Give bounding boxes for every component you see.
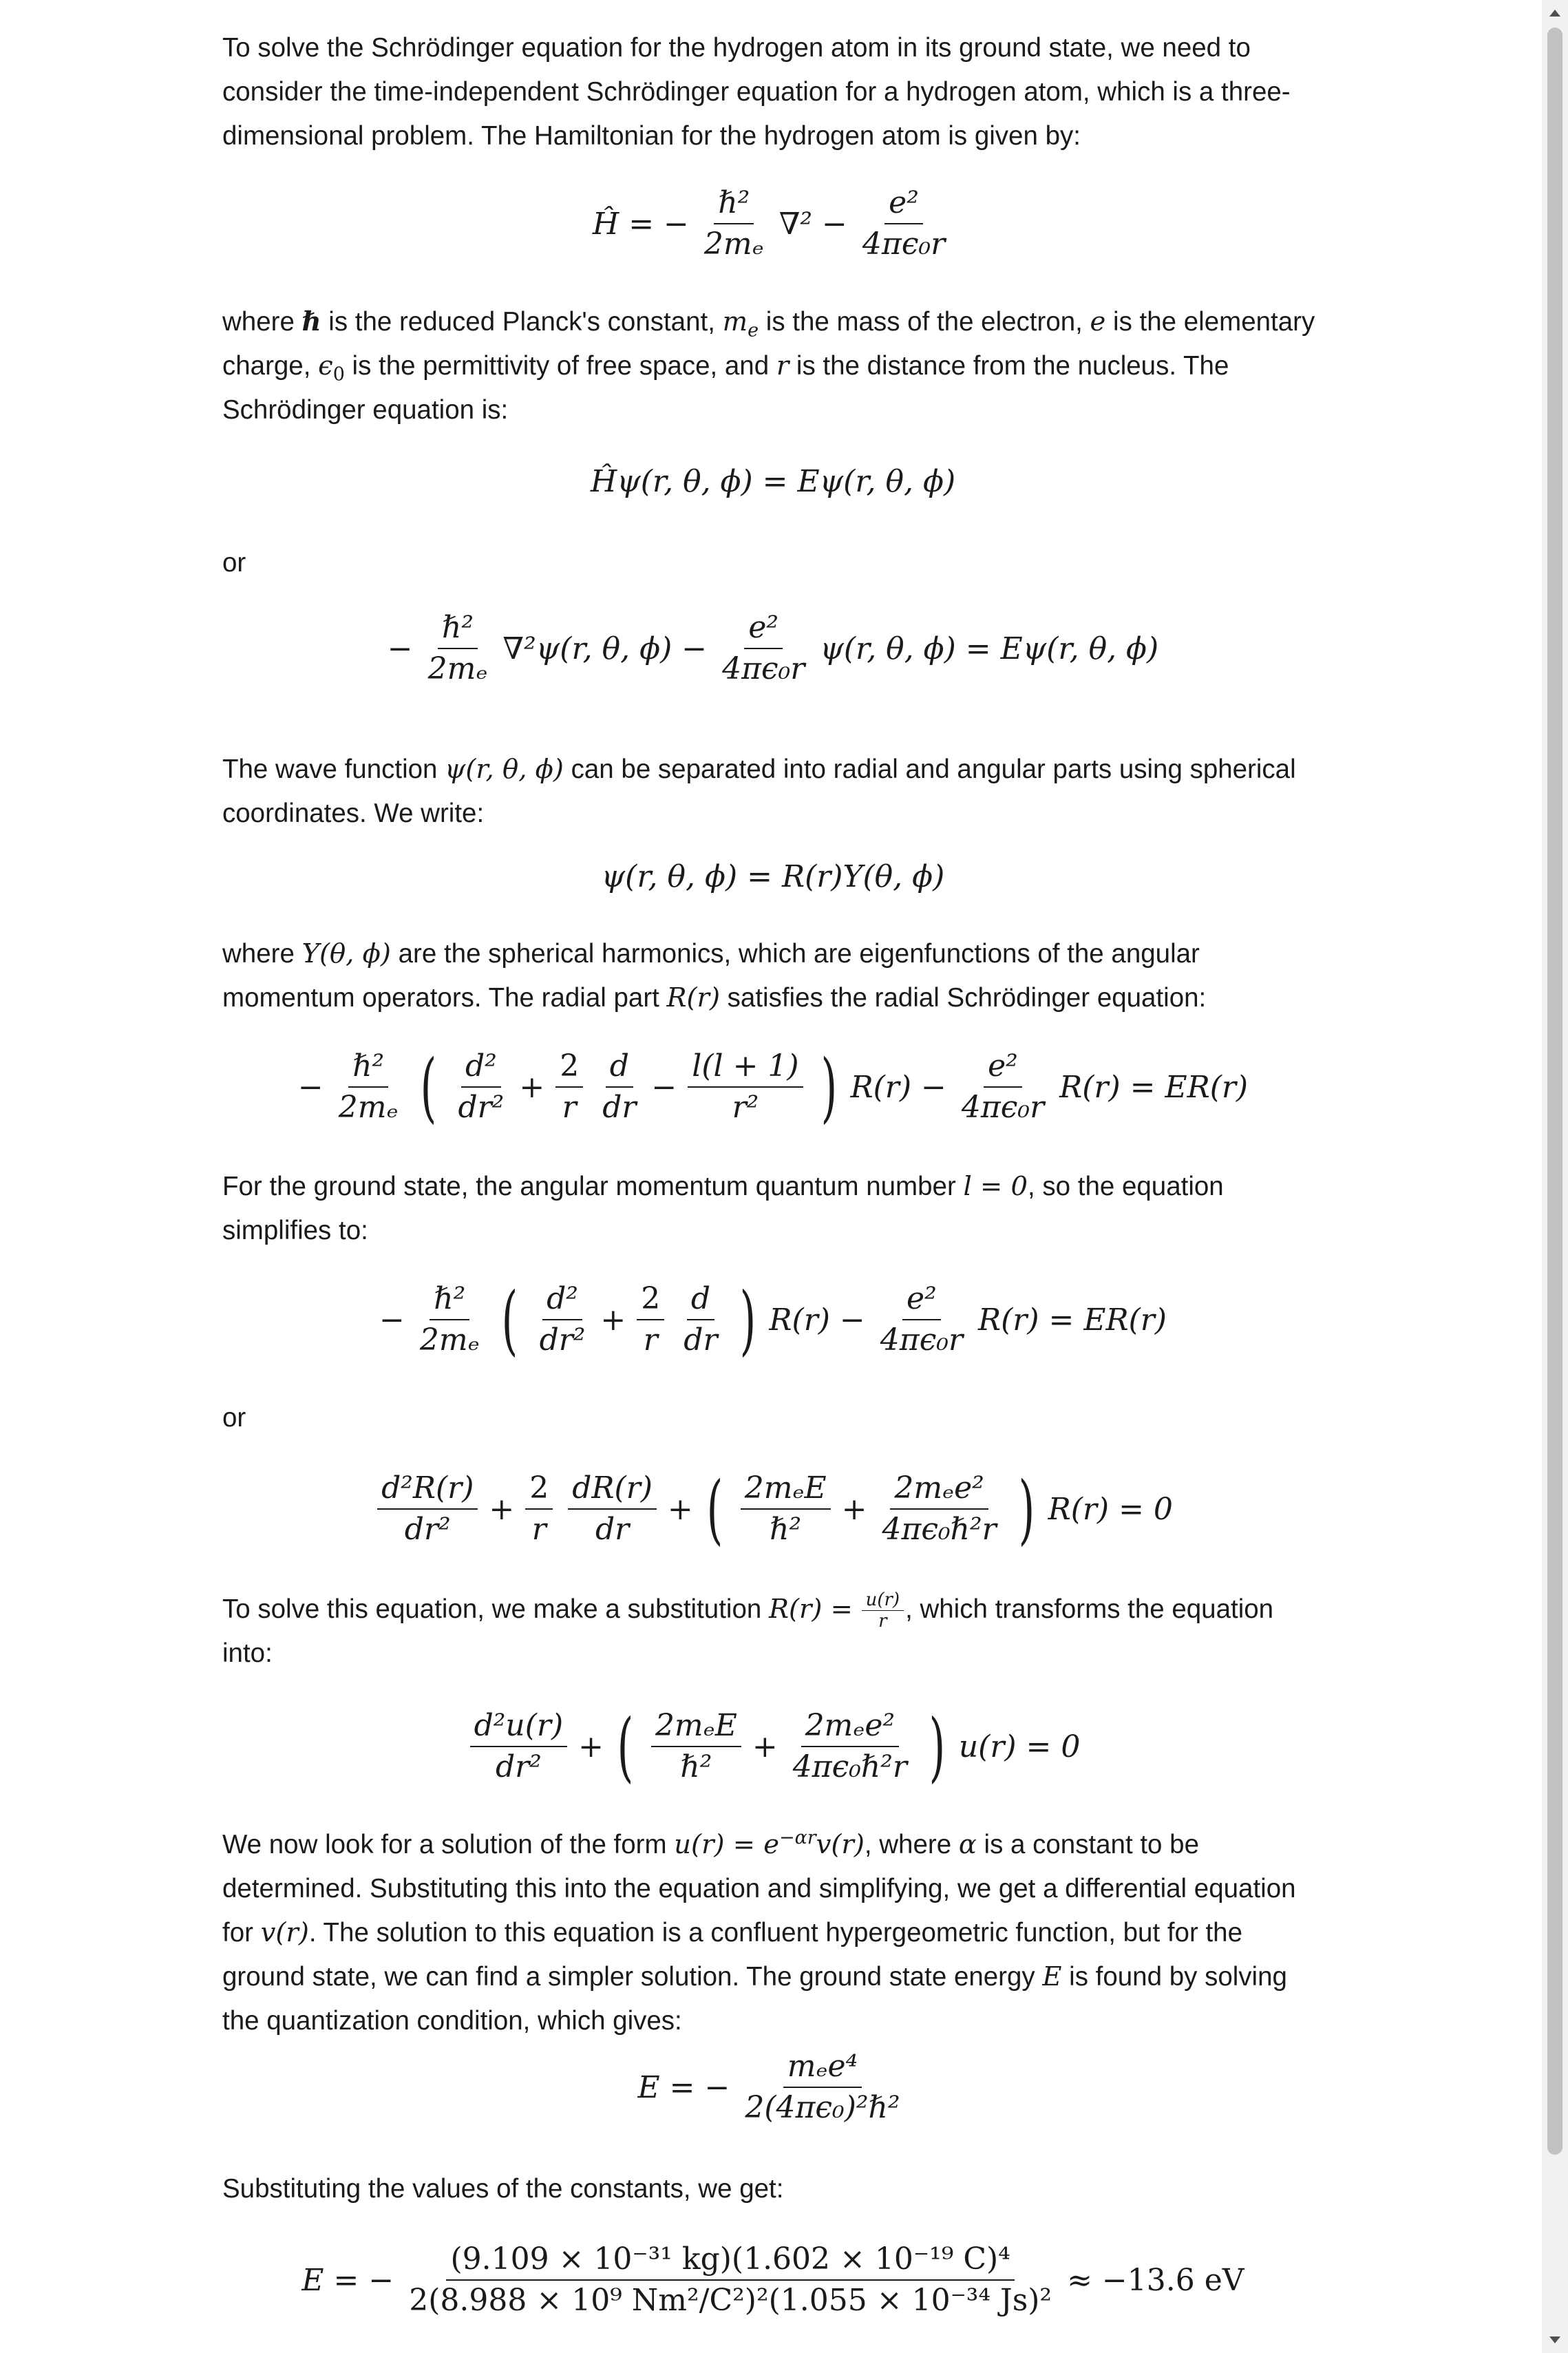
eq5-frac5-den: r² (732, 1090, 759, 1125)
eq7-frac5-den: 4πϵ₀ℏ²r (882, 1512, 997, 1547)
or-1-text: or (222, 548, 246, 578)
eq7-plus3: + (841, 1491, 867, 1527)
eq7-tail: R(r) = 0 (1048, 1491, 1173, 1527)
eq6-frac5-den: 4πϵ₀r (880, 1322, 964, 1358)
eq5-frac6-num: e² (984, 1046, 1022, 1088)
p4-text-a: The wave function (222, 755, 445, 784)
p9-v: v(r) (816, 1829, 865, 1860)
eq7-frac1-num: d²R(r) (377, 1468, 478, 1510)
eq5-frac1-num: ℏ² (348, 1046, 388, 1088)
p8-text-b: , which transforms the equation into: (222, 1594, 1274, 1669)
eq8-frac3-num: 2mₑe² (801, 1706, 899, 1747)
harmonics-paragraph (222, 932, 1324, 1020)
scroll-down-arrow-icon[interactable] (1549, 2336, 1560, 2343)
definitions-paragraph (222, 300, 1324, 432)
eq8-plus1: + (578, 1729, 604, 1764)
eq1-frac1-den: 2mₑ (703, 226, 764, 262)
eq5-frac3-den: r (562, 1090, 577, 1125)
eq1-frac2-num: e² (884, 183, 923, 224)
eq3-frac2-den: 4πϵ₀r (722, 651, 805, 686)
eq5-frac5-num: l(l + 1) (688, 1046, 803, 1088)
eq1-frac1-num: ℏ² (714, 183, 754, 224)
eq7-frac1-den: dr² (404, 1512, 451, 1547)
p5-Y: Y(θ, ϕ) (301, 938, 391, 969)
eq1-mid: ∇² − (778, 206, 847, 242)
p2-hbar: ℏ (301, 306, 321, 337)
eq8-tail: u(r) = 0 (958, 1729, 1081, 1764)
eq6-tail: R(r) = ER(r) (978, 1302, 1167, 1338)
eq7-frac2-num: 2 (525, 1468, 553, 1510)
eq5-frac4-den: dr (602, 1090, 637, 1125)
eq10-frac-den: 2(8.988 × 10⁹ Nm²/C²)²(1.055 × 10⁻³⁴ Js)² (409, 2283, 1052, 2318)
eq6-frac4-num: d (687, 1279, 714, 1320)
eq5-frac2-den: dr² (458, 1090, 505, 1125)
p2-me: m (722, 306, 748, 337)
eq1-frac2-den: 4πϵ₀r (862, 226, 946, 262)
eq7-plus2: + (667, 1491, 693, 1527)
p4-psi: ψ(r, θ, ϕ) (445, 754, 564, 785)
eq9-frac-num: mₑe⁴ (783, 2047, 862, 2088)
eq4-text: ψ(r, θ, ϕ) = R(r)Y(θ, ϕ) (601, 859, 945, 894)
p2-eps-sub: 0 (332, 363, 345, 386)
separation-paragraph (222, 748, 1324, 836)
solution-paragraph (222, 1823, 1324, 2043)
p6-text-a: For the ground state, the angular momentum quantum number (222, 1172, 964, 1201)
p9-E: E (1042, 1961, 1062, 1992)
eq5-plus: + (519, 1069, 545, 1105)
p9-vr: v(r) (260, 1917, 309, 1948)
p5-text-c: satisfies the radial Schrödinger equation: (719, 983, 1207, 1013)
schrodinger-equation (222, 464, 1324, 499)
eq7-frac4-den: ℏ² (770, 1512, 802, 1547)
intro-paragraph (222, 26, 1324, 158)
p9-alpha: α (958, 1829, 977, 1860)
eq10-lhs: E = − (301, 2262, 394, 2298)
ground-state-paragraph (222, 1165, 1324, 1253)
u-equation: $\frac{\text{d²u(r)}}{\text{dr²}}$ + ( $\frac{\text{2mₑE}}{\text{ℏ²}}$ + $\frac{\text{2mₑe²}}{\text{4πϵ₀ℏ²r}}$ ) u(r) = 0 (222, 1706, 1324, 1787)
p9-text-d: . The solution to this equation is a confluent hypergeometric function, but for the ground state, we can find a simpler solution. The ground state energy (222, 1918, 1243, 1992)
eq10-tail: ≈ −13.6 eV (1067, 2262, 1244, 2298)
eq7-frac4-num: 2mₑE (741, 1468, 831, 1510)
p4-text-b: can be separated into radial and angular parts using spherical coordinates. We write: (222, 755, 1296, 828)
eq6-frac1-den: 2mₑ (419, 1322, 480, 1358)
eq6-frac3-num: 2 (637, 1279, 664, 1320)
eq7-frac3-den: dr (595, 1512, 630, 1547)
scroll-up-arrow-icon[interactable] (1549, 10, 1560, 17)
p9-u: u(r) = e (674, 1829, 780, 1860)
p6-l: l = 0 (963, 1171, 1028, 1202)
eq5-lead: − (297, 1069, 324, 1105)
p9-text-c: is a constant to be determined. Substituting this into the equation and simplifying, we get a differential equation for (222, 1830, 1296, 1948)
eq8-frac1-den: dr² (495, 1749, 542, 1784)
eq6-mid: R(r) − (769, 1302, 865, 1338)
p6-text-b: , so the equation simplifies to: (222, 1172, 1224, 1245)
p5-text-a: where (222, 939, 302, 969)
p8-frac-num: u(r) (862, 1590, 904, 1611)
or-2-text: or (222, 1403, 246, 1433)
p2-eps: ϵ (318, 350, 333, 381)
p2-text-g: is the distance from the nucleus. The Schrödinger equation is: (222, 351, 1229, 425)
eq9-frac-den: 2(4πϵ₀)²ℏ² (745, 2090, 900, 2125)
eq8-frac1-num: d²u(r) (470, 1706, 568, 1747)
eq10-frac-num: (9.109 × 10⁻³¹ kg)(1.602 × 10⁻¹⁹ C)⁴ (446, 2239, 1014, 2281)
simplified-radial-equation: − $\frac{\text{ℏ²}}{\text{2mₑ}}$ ( $\frac{\text{d²}}{\text{dr²}}$ + $\frac{2}{r}$ $\frac{d}{dr}$ ) R(r) − $\frac{\text{e²}}{\text{4πϵ₀r}}$ R(r) = ER(r) (379, 1276, 1167, 1364)
eq6-frac3-den: r (643, 1322, 658, 1358)
eq5-frac3-num: 2 (555, 1046, 583, 1088)
p2-r: r (776, 350, 790, 381)
eq8-plus2: + (752, 1729, 778, 1764)
p2-text-b: is the reduced Planck's constant, (321, 307, 723, 337)
constants-paragraph (222, 2167, 1324, 2211)
eq3-frac1-den: 2mₑ (427, 651, 488, 686)
p2-me-sub: e (748, 319, 759, 341)
eq7-frac3-num: dR(r) (568, 1468, 657, 1510)
eq8-frac3-den: 4πϵ₀ℏ²r (792, 1749, 907, 1784)
hamiltonian-equation (222, 183, 1324, 264)
p2-text-f: is the permittivity of free space, and (344, 351, 776, 381)
eq6-lead: − (379, 1302, 405, 1338)
p2-text-c: is the mass of the electron, (759, 307, 1090, 337)
expanded-schrodinger-equation (222, 608, 1324, 689)
p5-text-b: are the spherical harmonics, which are eigenfunctions of the angular momentum operators. The radial part (222, 939, 1200, 1013)
eq9-lhs: E = − (637, 2069, 730, 2105)
p8-frac-den: r (878, 1611, 887, 1632)
eq6-frac4-den: dr (684, 1322, 718, 1358)
p2-e: e (1090, 306, 1106, 337)
radial-equation: − $\frac{\text{ℏ²}}{\text{2mₑ}}$ ( $\frac{\text{d²}}{\text{dr²}}$ + $\frac{2}{r}$ $\frac{d}{dr}$ − $\frac{l(l + 1)}{\text{r²}}$ ) R(r) − $\frac{\text{e²}}{\text{4πϵ₀r}}$ R(r) = ER(r) (297, 1043, 1249, 1131)
p5-R: R(r) (666, 982, 720, 1013)
p2-text-d: is the elementary charge, (222, 307, 1315, 381)
p10-text: Substituting the values of the constants, we get: (222, 2174, 784, 2204)
eq5-frac2-num: d² (461, 1046, 501, 1088)
eq5-frac6-den: 4πϵ₀r (961, 1090, 1045, 1125)
eq5-frac4-num: d (606, 1046, 633, 1088)
eq5-frac1-den: 2mₑ (338, 1090, 399, 1125)
p9-exp: −αr (779, 1827, 816, 1849)
eq8-frac2-den: ℏ² (680, 1749, 712, 1784)
p9-text-b: , where (864, 1830, 959, 1859)
eq6-frac5-num: e² (902, 1279, 941, 1320)
eq3-frac1-num: ℏ² (438, 608, 478, 649)
eq5-minus: − (651, 1069, 677, 1105)
expanded-radial-equation: $\frac{\text{d²R(r)}}{\text{dr²}}$ + $\frac{2}{r}$ $\frac{dR(r)}{dr}$ + ( $\frac{\text{2mₑE}}{\text{ℏ²}}$ + $\frac{\text{2mₑe²}}{\text{4πϵ₀ℏ²r}}$ ) R(r) = 0 (222, 1468, 1324, 1550)
p9-text-e: is found by solving the quantization condition, which gives: (222, 1962, 1287, 2036)
or-2 (222, 1396, 246, 1440)
eq7-plus1: + (489, 1491, 515, 1527)
eq6-frac1-num: ℏ² (430, 1279, 469, 1320)
eq6-frac2-num: d² (542, 1279, 582, 1320)
eq3-lead: − (387, 631, 413, 666)
p2-text-a: where (222, 307, 302, 337)
or-1 (222, 541, 246, 585)
eq5-tail: R(r) = ER(r) (1059, 1069, 1249, 1105)
eq2-text: Ĥψ(r, θ, ϕ) = Eψ(r, θ, ϕ) (590, 464, 956, 499)
vertical-scrollbar[interactable] (1542, 0, 1568, 2353)
p8-R: R(r) = (768, 1594, 853, 1625)
eq3-frac2-num: e² (744, 608, 783, 649)
p8-text-a: To solve this equation, we make a substitution (222, 1594, 769, 1624)
eq5-mid: R(r) − (850, 1069, 946, 1105)
eq3-tail: ψ(r, θ, ϕ) = Eψ(r, θ, ϕ) (820, 631, 1159, 666)
eq6-plus: + (600, 1302, 626, 1338)
p9-text-a: We now look for a solution of the form (222, 1830, 675, 1859)
eq1-lhs: Ĥ = − (592, 206, 689, 242)
numeric-energy-equation (222, 2239, 1324, 2321)
eq7-frac2-den: r (531, 1512, 547, 1547)
eq6-frac2-den: dr² (539, 1322, 586, 1358)
ground-state-energy-formula (222, 2047, 1324, 2128)
eq7-frac5-num: 2mₑe² (890, 1468, 988, 1510)
intro-text: To solve the Schrödinger equation for the hydrogen atom in its ground state, we need to consider the time-independent Schrödinger equation for a hydrogen atom, which is a three-dimensional problem. The Hamiltonian for the hydrogen atom is given by: (222, 33, 1291, 151)
separation-equation (222, 859, 1324, 894)
scrollbar-thumb[interactable] (1547, 28, 1562, 2155)
eq3-mid: ∇²ψ(r, θ, ϕ) − (502, 631, 708, 666)
eq8-frac2-num: 2mₑE (651, 1706, 741, 1747)
substitution-paragraph (222, 1587, 1324, 1676)
